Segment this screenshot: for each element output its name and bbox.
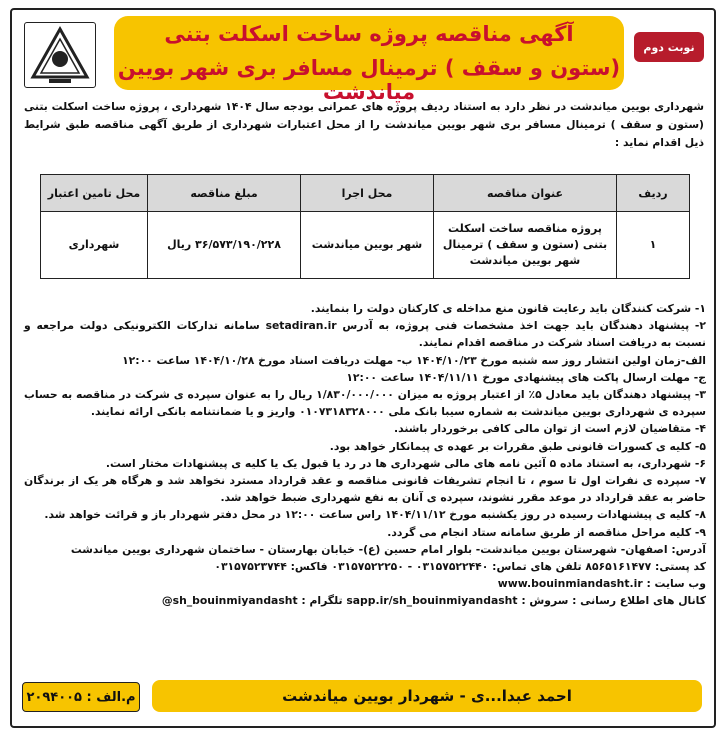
col-header-index: ردیف — [617, 175, 690, 212]
notice-footer — [16, 678, 710, 718]
address-line: آدرس: اصفهان- شهرستان بویین میاندشت- بلوار امام حسین (ع)- خیابان بهارستان - ساختمان شهرداری بویین میاندشت — [70, 542, 706, 556]
col-header-location: محل اجرا — [301, 175, 434, 212]
intro-paragraph: شهرداری بویین میاندشت در نظر دارد به استناد ردیف پروژه های عمرانی بودجه سال ۱۴۰۴ شهرداری ، پروژه ساخت اسکلت بتنی (ستون و سقف ) ترمینال مسافر بری شهر بویین میاندشت را از محل اعتبارات شهرداری از طریق آگهی مناقصه طبق شرایط ذیل اقدام نماید : — [24, 100, 705, 149]
channels-line — [24, 592, 706, 609]
signature-banner: احمد عبدا...ی - شهردار بویین میاندشت — [152, 680, 702, 712]
round-badge: نوبت دوم — [634, 32, 704, 62]
website-line — [24, 575, 706, 592]
conditions-list — [24, 300, 706, 610]
website-label: وب سایت : — [646, 577, 706, 591]
notice-title: آگهی مناقصه پروژه ساخت اسکلت بتنی — [164, 22, 574, 46]
website-link[interactable]: www.bouinmiandasht.ir — [497, 577, 643, 591]
notice-subtitle: (ستون و سقف ) ترمینال مسافر بری شهر بویین میاندشت — [117, 56, 621, 104]
condition-6: ۶- شهرداری، به استناد ماده ۵ آئین نامه های مالی شهرداری ها در رد یا قبول یک یا کلیه ی پیشنهادات مختار است. — [105, 456, 706, 470]
table-header-row — [41, 175, 690, 212]
col-header-title: عنوان مناقصه — [434, 175, 617, 212]
condition-5: ۵- کلیه ی کسورات قانونی طبق مقررات بر عهده ی پیمانکار خواهد بود. — [329, 439, 706, 453]
condition-7: ۷- سپرده ی نفرات اول تا سوم ، تا انجام تشریفات قانونی مناقصه و عقد قرارداد مسترد نخواهد شد و هرگاه هر یک از برندگان حاضر به عقد قرارداد در موعد مقرر نشوند، سپرده ی آنان به نفع شهرداری ضبط خواهد شد. — [24, 474, 706, 505]
logo-emblem-icon — [25, 23, 95, 87]
condition-3: ۳- پیشنهاد دهندگان باید معادل ۵٪ از اعتبار پروژه به میزان ۱/۸۳۰/۰۰۰/۰۰۰ ریال را به عنوان سپرده ی شرکت در مناقصه به حساب سپرده ی شهرداری بویین میاندشت به شماره سیبا بانک ملی ۰۱۰۷۳۱۸۳۲۸۰۰۰ واریز و یا ضمانتنامه بانکی ارائه نمایند. — [24, 388, 706, 419]
contact-line: کد پستی: ۸۵۶۵۱۶۱۴۷۷ تلفن های تماس: ۰۳۱۵۷۵۲۲۴۴۰ - ۰۳۱۵۷۵۲۲۲۵۰ فاکس: ۰۳۱۵۷۵۲۳۷۴۴ — [214, 560, 706, 574]
condition-8: ۸- کلیه ی پیشنهادات رسیده در روز یکشنبه مورخ ۱۴۰۴/۱۱/۱۲ راس ساعت ۱۲:۰۰ در محل دفتر شهردار باز و قرائت خواهد شد. — [44, 508, 706, 522]
cell-funding: شهرداری — [41, 212, 148, 279]
col-header-amount: مبلغ مناقصه — [148, 175, 301, 212]
channels-label: کانال های اطلاع رسانی : سروش : — [521, 594, 706, 608]
condition-4: ۴- متقاضیان لازم است از توان مالی کافی برخوردار باشند. — [393, 422, 706, 436]
cell-location: شهر بویین میاندشت — [301, 212, 434, 279]
condition-2-text-a: ۲- پیشنهاد دهندگان باید جهت اخذ مشخصات فنی پروژه، به آدرس — [342, 319, 706, 333]
condition-alef: الف-زمان اولین انتشار روز سه شنبه مورخ ۱۴۰۴/۱۰/۲۳ ب- مهلت دریافت اسناد مورخ ۱۴۰۴/۱۰/۲۸ ساعت ۱۲:۰۰ — [122, 353, 706, 367]
condition-2 — [24, 317, 706, 351]
condition-1: ۱- شرکت کنندگان باید رعایت قانون منع مداخله ی کارکنان دولت را بنمایند. — [310, 302, 706, 315]
col-header-funding: محل تامین اعتبار — [41, 175, 148, 212]
condition-9: ۹- کلیه مراحل مناقصه از طریق سامانه ستاد انجام می گردد. — [387, 525, 706, 539]
notice-header — [12, 10, 714, 104]
publication-code: م.الف : ۲۰۹۴۰۰۵ — [22, 682, 140, 712]
cell-index: ۱ — [617, 212, 690, 279]
telegram-label: تلگرام : — [301, 594, 343, 608]
cell-title: پروژه مناقصه ساخت اسکلت بتنی (ستون و سقف ) ترمینال شهر بویین میاندشت — [434, 212, 617, 279]
condition-2-text-b: سامانه تدارکات الکترونیکی دولت مراجعه و نسبت به دریافت اسناد شرکت در مناقصه اقدام نمایند. — [24, 319, 706, 350]
municipality-logo — [24, 22, 96, 88]
condition-jim: ج- مهلت ارسال پاکت های پیشنهادی مورخ ۱۴۰۴/۱۱/۱۱ ساعت ۱۲:۰۰ — [346, 370, 706, 384]
tender-notice — [10, 8, 716, 728]
setadiran-link[interactable]: setadiran.ir — [265, 319, 337, 333]
table-row — [41, 212, 690, 279]
telegram-link[interactable]: @sh_bouinmiyandasht — [161, 594, 298, 608]
tender-table — [40, 174, 690, 279]
title-banner — [114, 16, 624, 104]
soroush-link[interactable]: sapp.ir/sh_bouinmiyandasht — [346, 594, 518, 608]
cell-amount: ۳۶/۵۷۳/۱۹۰/۲۲۸ ریال — [148, 212, 301, 279]
